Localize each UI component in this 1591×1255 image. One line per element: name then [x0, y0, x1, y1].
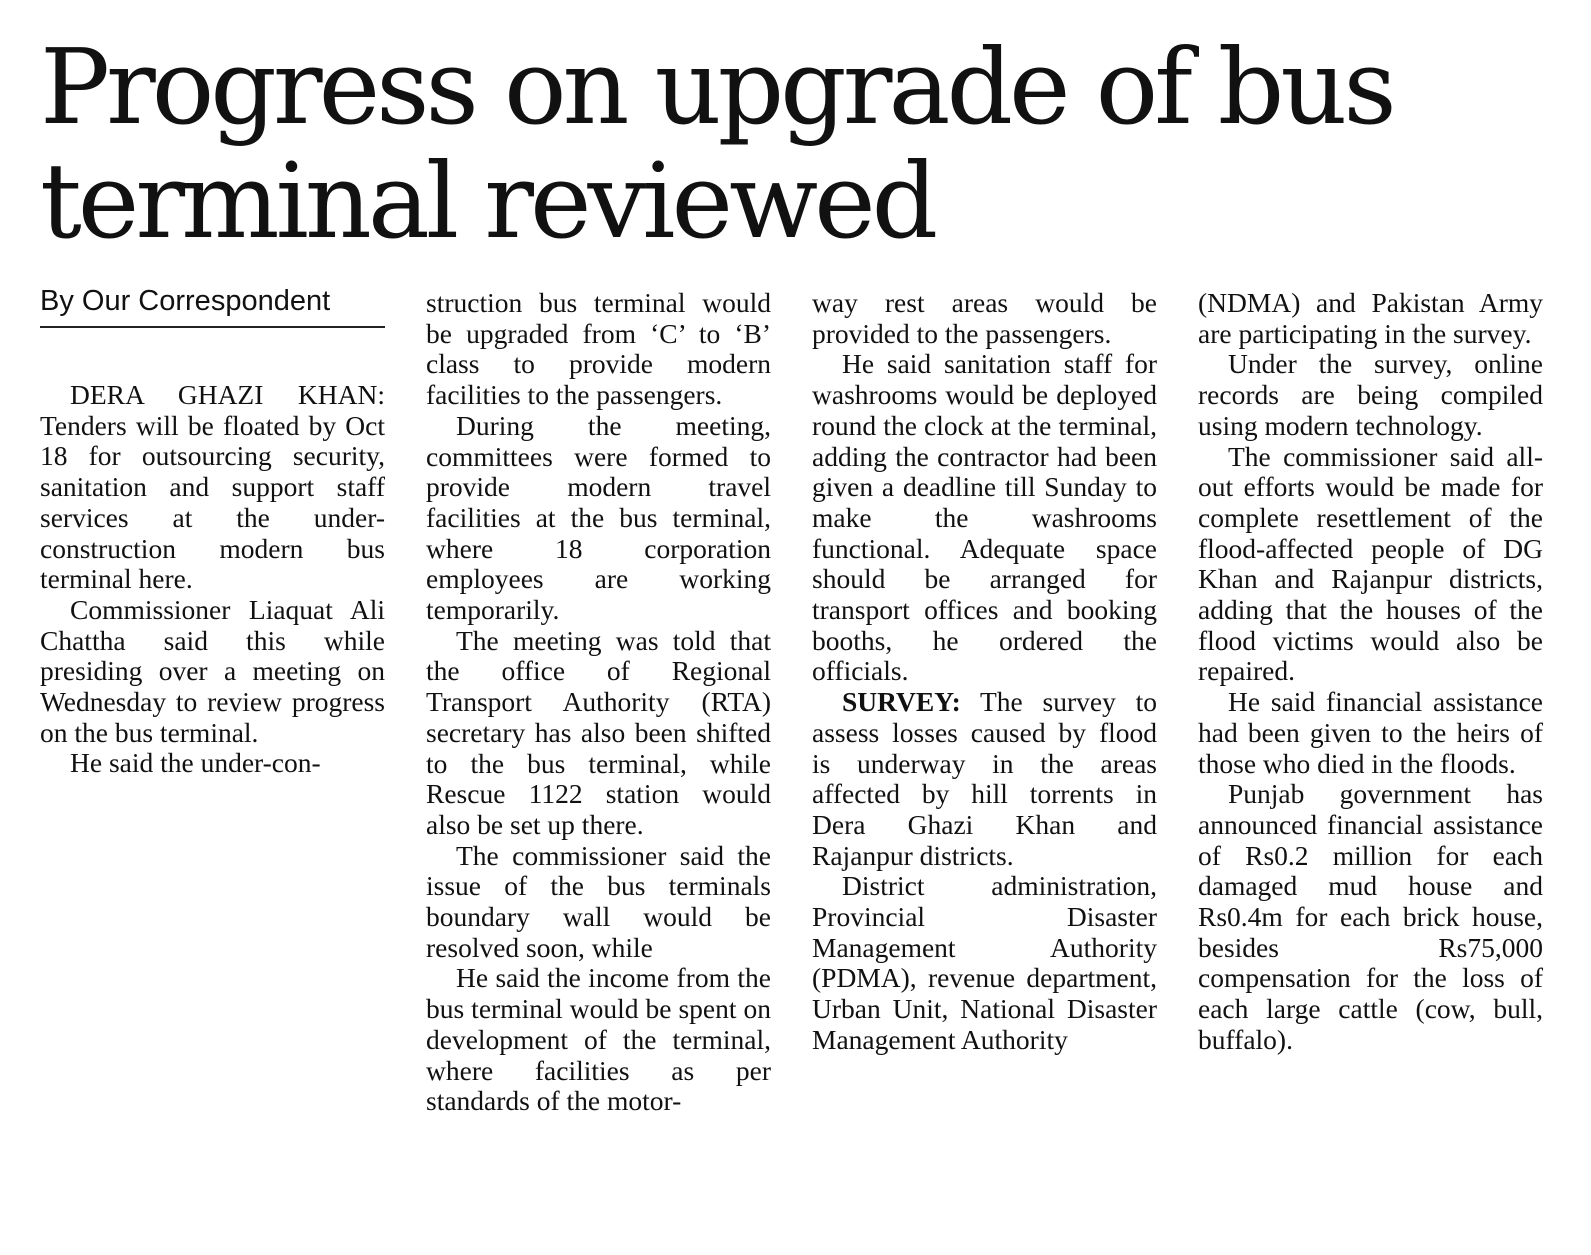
paragraph: (NDMA) and Pakistan Army are participating in the survey. [1198, 287, 1543, 349]
paragraph: During the meeting, committees were formed to provide modern travel facilities at the bus terminal, where 18 corporation employees are working temporarily. [426, 409, 771, 626]
article-column-1 [40, 380, 385, 779]
paragraph: He said the income from the bus terminal would be spent on development of the terminal, where facilities as per standards of the motor- [426, 962, 771, 1117]
paragraph: The commissioner said the issue of the bus terminals boundary wall would be resolved soon, while [426, 839, 771, 963]
paragraph: He said the under-con- [70, 747, 321, 779]
paragraph: District administration, Provincial Disaster Management Authority (PDMA), revenue department, Urban Unit, National Disaster Management Authority [812, 870, 1157, 1055]
subhead-survey: SURVEY: [842, 686, 961, 718]
article-column-2 [426, 288, 771, 1117]
paragraph: Commissioner Liaquat Ali Chattha said this while presiding over a meeting on Wednesday to review progress on the bus terminal. [40, 593, 385, 748]
article-column-3 [812, 288, 1157, 1056]
paragraph: The commissioner said all-out efforts would be made for complete resettlement of the flood-affected people of DG Khan and Rajanpur districts, adding that the houses of the flood victims would also be repaired. [1198, 440, 1543, 687]
paragraph: struction bus terminal would be upgraded from ‘C’ to ‘B’ class to provide modern facilities to the passengers. [426, 287, 771, 411]
paragraph: Punjab government has announced financial assistance of Rs0.2 million for each damaged mud house and Rs0.4m for each brick house, besides Rs75,000 compensation for the loss of each large cattle (cow, bull, buffalo). [1198, 778, 1543, 1055]
byline: By Our Correspondent [40, 285, 385, 328]
article-column-4 [1198, 288, 1543, 1056]
headline: Progress on upgrade of bus terminal reviewed [40, 26, 1393, 262]
paragraph: He said financial assistance had been given to the heirs of those who died in the floods. [1198, 686, 1543, 779]
paragraph: The meeting was told that the office of Regional Transport Authority (RTA) secretary has also been shifted to the bus terminal, while Rescue 1122 station would also be set up there. [426, 624, 771, 840]
paragraph: DERA GHAZI KHAN: Tenders will be floated by Oct 18 for outsourcing security, sanitation and support staff services at the under-construction modern bus terminal here. [40, 379, 385, 595]
paragraph-text: The survey to assess losses caused by flood is underway in the areas affected by hill torrents in Dera Ghazi Khan and Rajanpur districts. [812, 686, 1157, 871]
paragraph: way rest areas would be provided to the passengers. [812, 287, 1157, 349]
paragraph [812, 687, 1157, 871]
paragraph: He said sanitation staff for washrooms would be deployed round the clock at the terminal, adding the contractor had been given a deadline till Sunday to make the washrooms functional. Adequate space should be arranged for transport offices and booking booths, he ordered the officials. [812, 348, 1157, 687]
paragraph: Under the survey, online records are being compiled using modern technology. [1198, 348, 1543, 441]
